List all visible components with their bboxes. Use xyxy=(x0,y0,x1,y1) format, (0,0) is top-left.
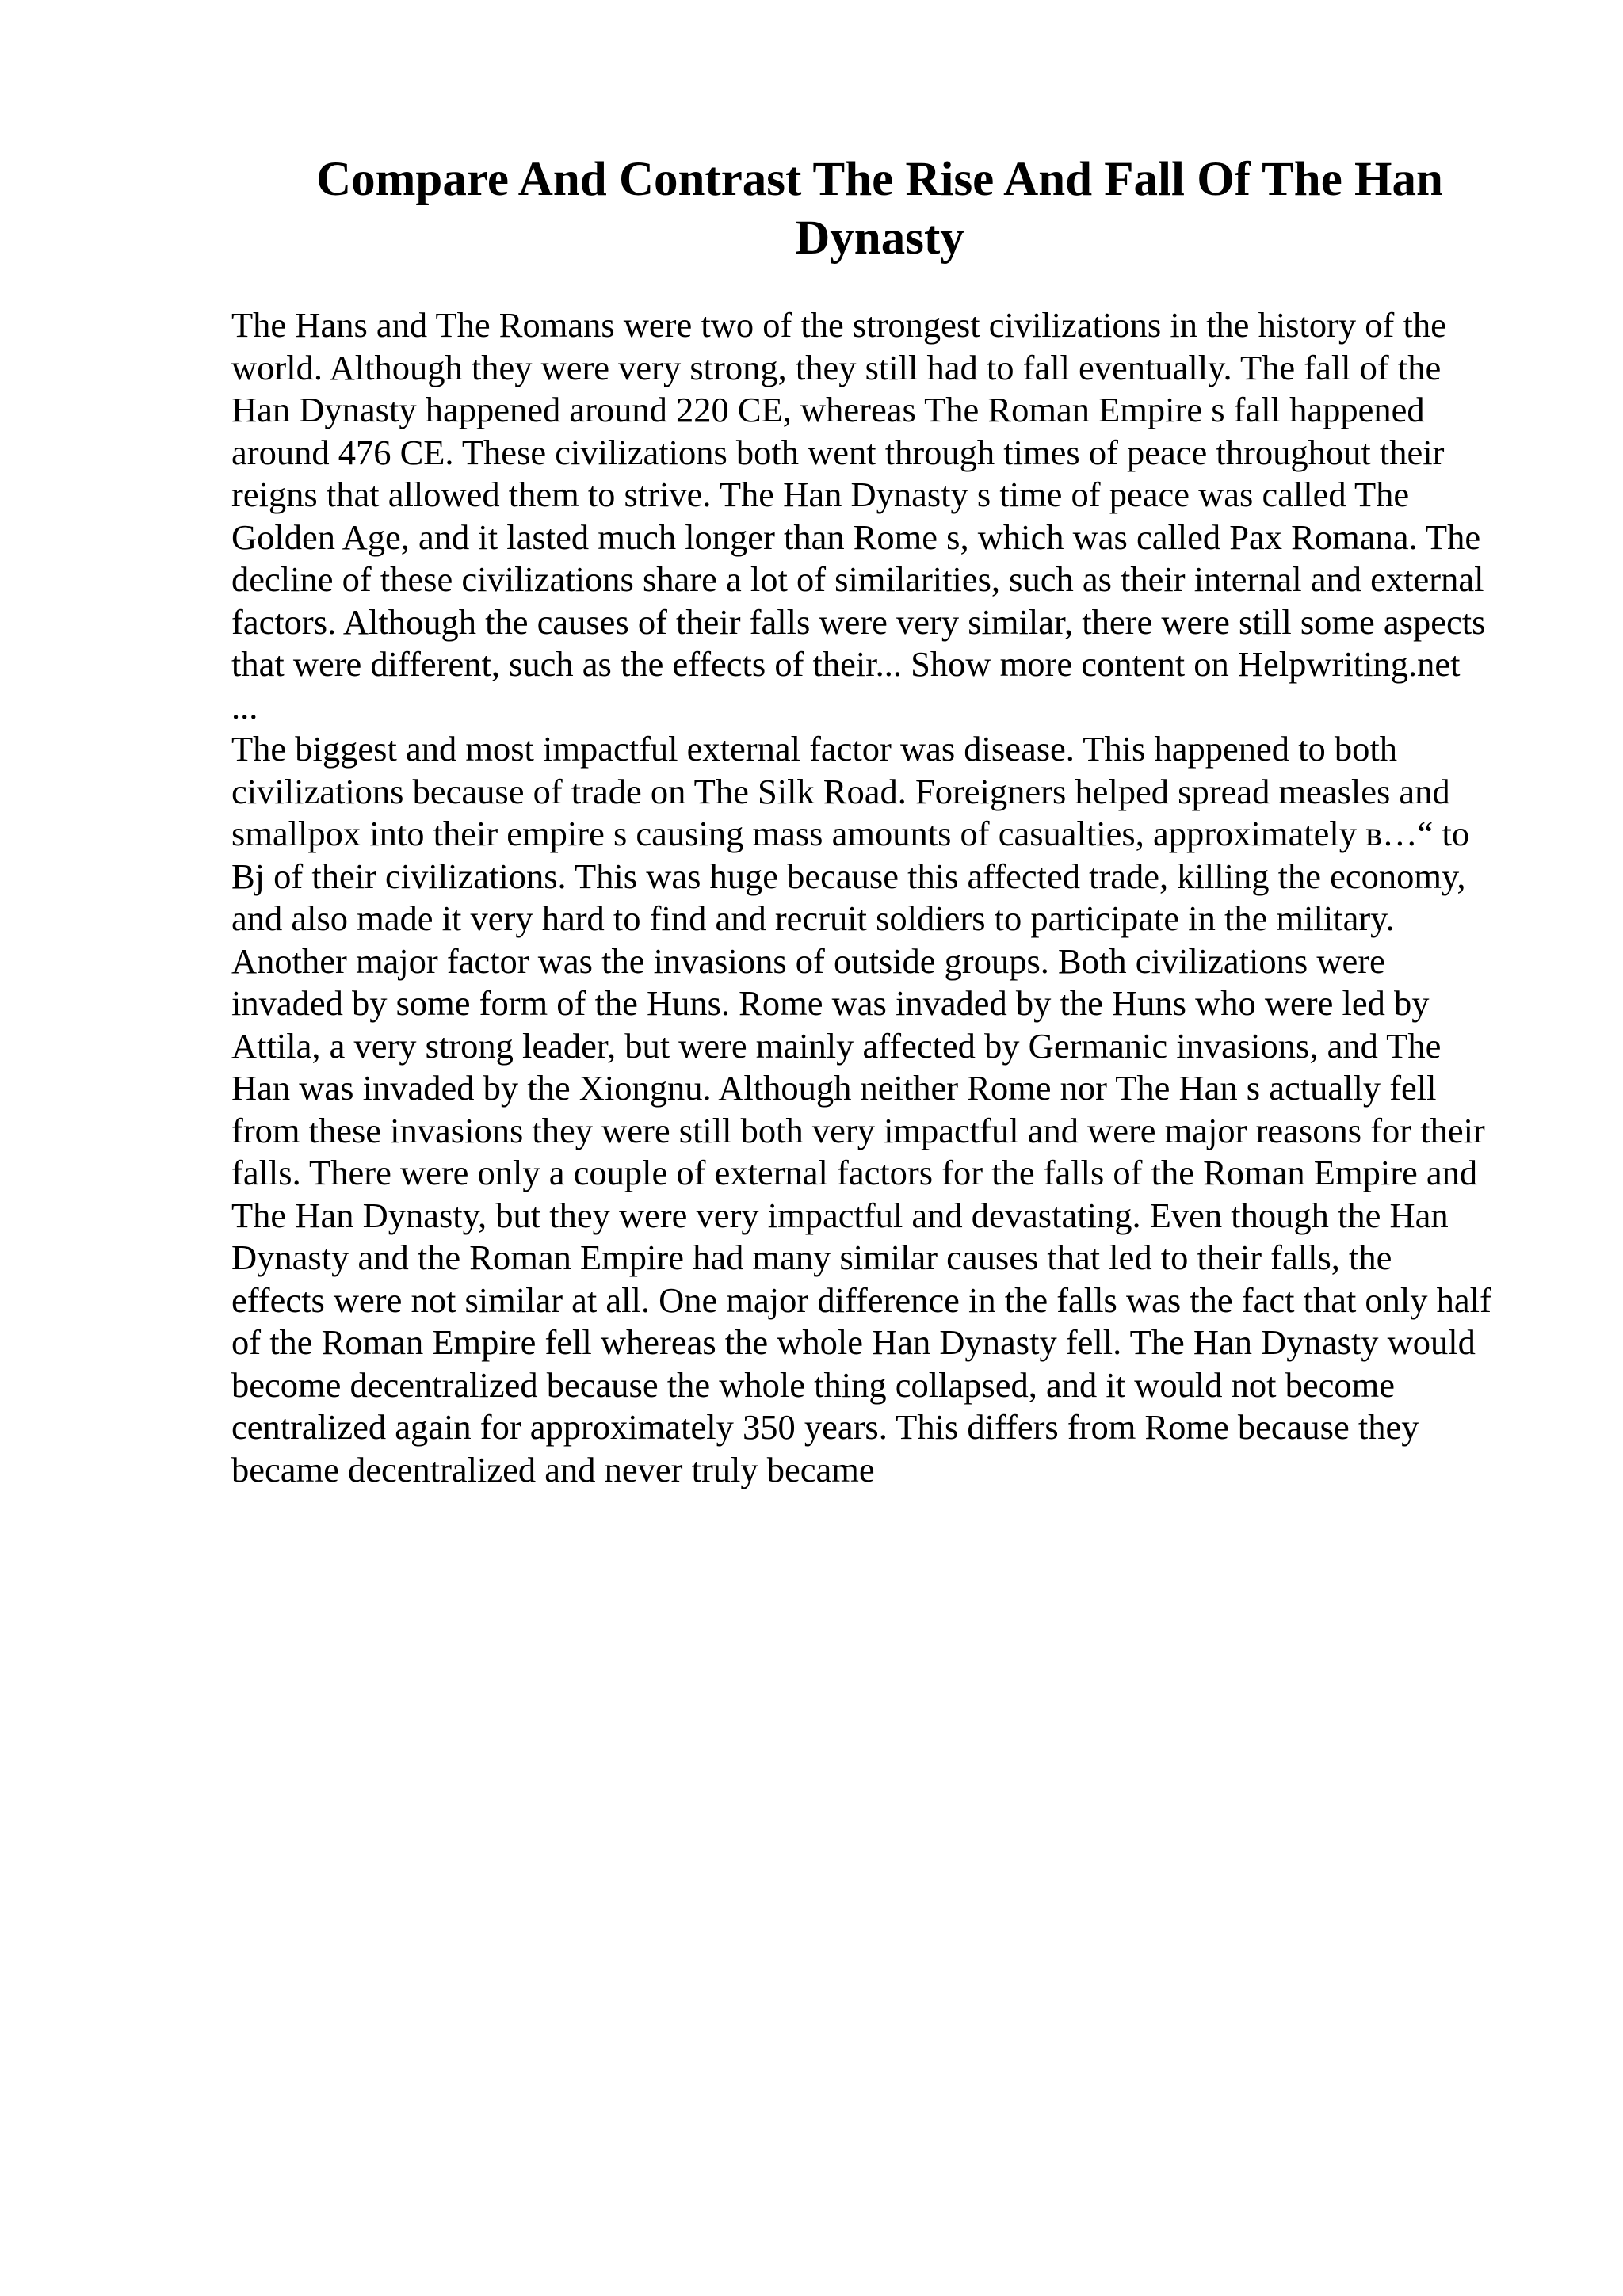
paragraph-2: The biggest and most impactful external factor was disease. This happened to both civilizations because of trade on The Silk Road. Foreigners helped spread measles and smallpox into their empire s causing mass amounts of casualties, approximately в…“ to Bj of their civilizations. This was huge because this affected trade, killing the economy, and also made it very hard to find and recruit soldiers to participate in the military. Another major factor was the invasions of outside groups. Both civilizations were invaded by some form of the Huns. Rome was invaded by the Huns who were led by Attila, a very strong leader, but were mainly affected by Germanic invasions, and The Han was invaded by the Xiongnu. Although neither Rome nor The Han s actually fell from these invasions they were still both very impactful and were major reasons for their falls. There were only a couple of external factors for the falls of the Roman Empire and The Han Dynasty, but they were very impactful and devastating. Even though the Han Dynasty and the Roman Empire had many similar causes that led to their falls, the effects were not similar at all. One major difference in the falls was the fact that only half of the Roman Empire fell whereas the whole Han Dynasty fell. The Han Dynasty would become decentralized because the whole thing collapsed, and it would not become centralized again for approximately 350 years. This differs from Rome because they became decentralized and never truly became xyxy=(231,729,1491,1489)
paragraph-1: The Hans and The Romans were two of the strongest civilizations in the history of the world. Although they were very strong, they still had to fall eventually. The fall of the Han Dynasty happened around 220 CE, whereas The Roman Empire s fall happened around 476 CE. These civilizations both went through times of peace throughout their reigns that allowed them to strive. The Han Dynasty s time of peace was called The Golden Age, and it lasted much longer than Rome s, which was called Pax Romana. The decline of these civilizations share a lot of similarities, such as their internal and external factors. Although the causes of their falls were very similar, there were still some aspects that were different, such as the effects of their... Show more content on Helpwriting.net ... xyxy=(231,305,1486,727)
document-body xyxy=(231,304,1491,1491)
document-title: Compare And Contrast The Rise And Fall Of The Han Dynasty xyxy=(316,153,1443,265)
